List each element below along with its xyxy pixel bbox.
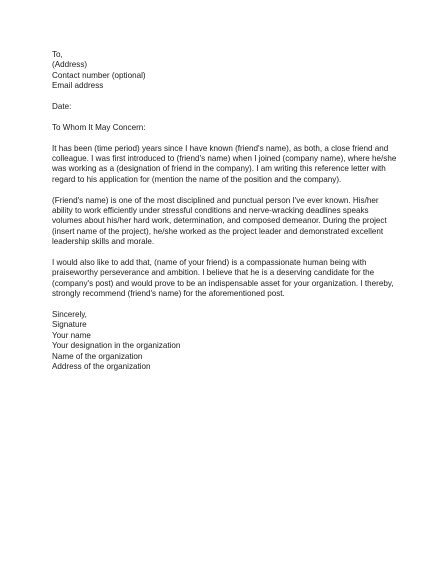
- signature-line: Signature: [52, 320, 87, 330]
- paragraph-line: praiseworthy perseverance and ambition. I believe that he is a deserving candidate for the: [52, 268, 375, 278]
- paragraph-line: was working as a (designation of friend in the company). I am writing this reference letter with: [52, 164, 386, 174]
- salutation: To Whom It May Concern:: [52, 122, 146, 132]
- paragraph-line: ability to work efficiently under stressful conditions and nerve-wracking deadlines speaks: [52, 206, 369, 216]
- paragraph-line: (insert name of the project), he/she worked as the project leader and demonstrated excellent: [52, 226, 384, 236]
- paragraph-line: volumes about his/her hard work, determination, and composed demeanor. During the project: [52, 216, 387, 226]
- paragraph-line: regard to his application for (mention the name of the position and the company).: [52, 174, 342, 184]
- body-paragraph-3: [52, 258, 407, 300]
- body-paragraph-1: [52, 144, 407, 186]
- paragraph-line: I would also like to add that, (name of your friend) is a compassionate human being with: [52, 258, 367, 268]
- address-line: Email address: [52, 81, 104, 91]
- paragraph-line: (Friend's name) is one of the most disciplined and punctual person I've ever known. His/her: [52, 195, 379, 205]
- address-line: (Address): [52, 60, 88, 70]
- paragraph-line: colleague. I was first introduced to (friend's name) when I joined (company name), where he/she: [52, 154, 397, 164]
- date-line: Date:: [52, 102, 72, 112]
- reference-letter: [52, 50, 407, 373]
- organization-name: Name of the organization: [52, 351, 143, 361]
- organization-address: Address of the organization: [52, 362, 151, 372]
- paragraph-line: leadership skills and morale.: [52, 237, 155, 247]
- address-line: To,: [52, 50, 63, 59]
- closing-block: [52, 310, 407, 372]
- body-paragraph-2: [52, 196, 407, 248]
- recipient-address-block: [52, 50, 407, 92]
- paragraph-line: It has been (time period) years since I have known (friend's name), as both, a close friend and: [52, 143, 389, 153]
- paragraph-line: strongly recommend (friend's name) for the aforementioned post.: [52, 289, 285, 299]
- address-line: Contact number (optional): [52, 70, 146, 80]
- sender-designation: Your designation in the organization: [52, 341, 181, 351]
- closing-line: Sincerely,: [52, 310, 87, 320]
- sender-name: Your name: [52, 330, 91, 340]
- paragraph-line: (company's post) and would prove to be an indispensable asset for your organization. I thereby,: [52, 278, 394, 288]
